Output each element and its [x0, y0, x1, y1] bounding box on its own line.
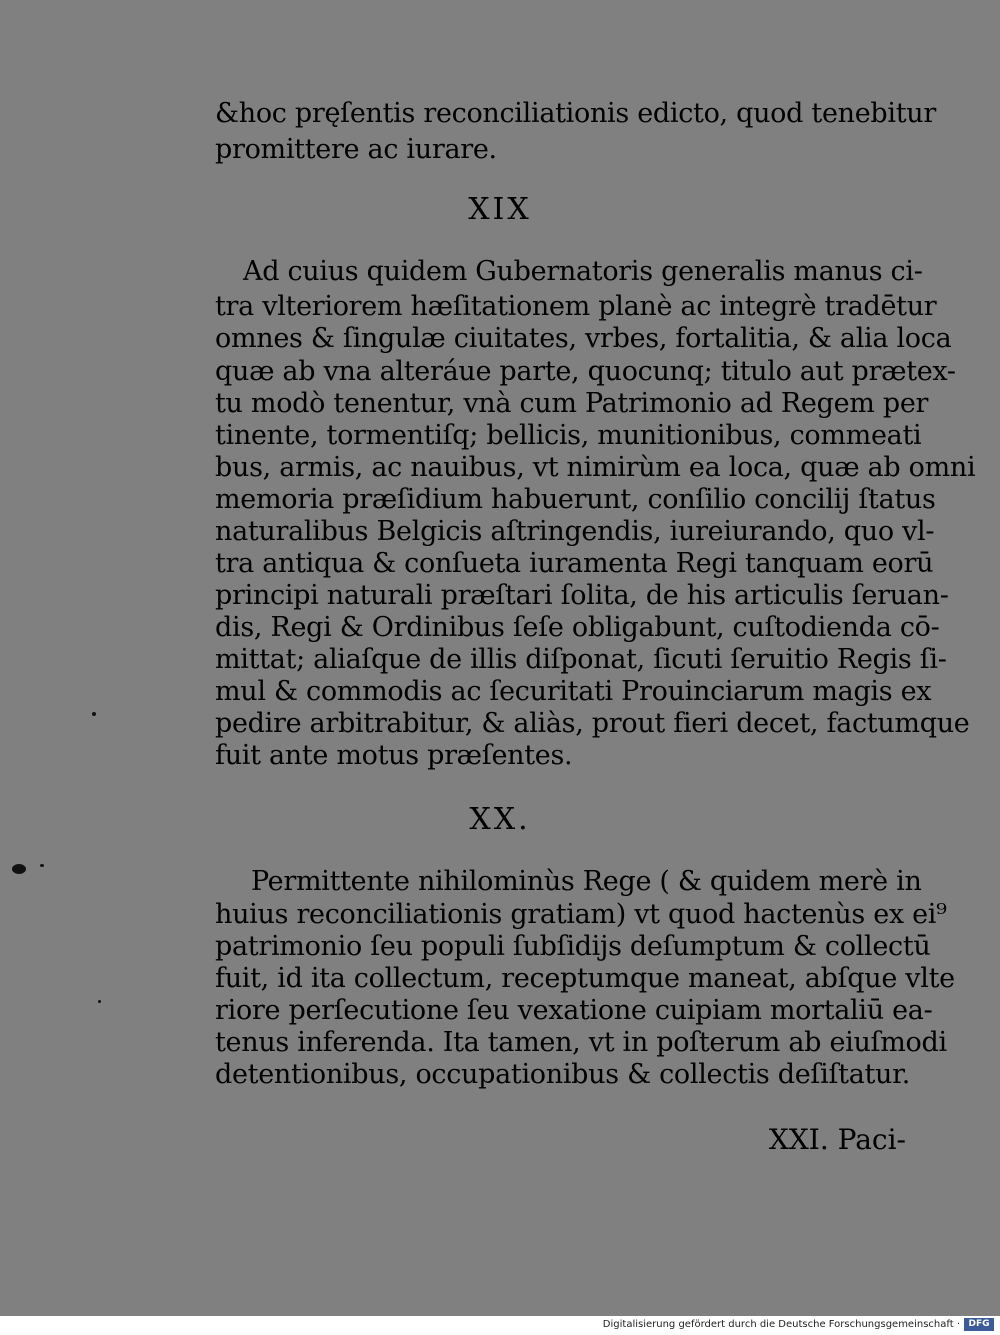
text-line: riore perſecutione ſeu vexatione cuipiam mortaliū ea- — [215, 995, 933, 1026]
text-line: fuit ante motus præſentes. — [215, 740, 573, 771]
dfg-logo-icon: DFG — [964, 1318, 994, 1331]
text-line: patrimonio ſeu populi ſubſidijs deſumptum & collectū — [215, 931, 931, 962]
text-line: bus, armis, ac nauibus, vt nimirùm ea loca, quæ ab omni — [215, 452, 976, 483]
text-line: tinente, tormentiſq; bellicis, munitionibus, commeati — [215, 420, 922, 451]
text-line: memoria præſidium habuerunt, conſilio concilij ſtatus — [215, 484, 936, 515]
text-line: tu modò tenentur, vnà cum Patrimonio ad Regem per — [215, 388, 929, 419]
ink-speck — [40, 864, 44, 867]
text-line: tra vlteriorem hæſitationem planè ac integrè tradētur — [215, 291, 937, 322]
text-line: mittat; aliaſque de illis diſponat, ſicuti ſeruitio Regis ſi- — [215, 644, 947, 675]
text-line: pedire arbitrabitur, & aliàs, prout fieri decet, factumque — [215, 708, 970, 739]
text-line: principi naturali præſtari ſolita, de his articulis ſeruan- — [215, 580, 949, 611]
catchword: XXI. Paci- — [768, 1123, 906, 1156]
text-line: mul & commodis ac ſecuritati Prouinciarum magis ex — [215, 676, 932, 707]
ink-speck — [92, 712, 96, 716]
text-line: Ad cuius quidem Gubernatoris generalis manus ci- — [243, 256, 923, 287]
text-line: naturalibus Belgicis aſtringendis, iureiurando, quo vl- — [215, 516, 935, 547]
section-heading-xx: XX. — [469, 802, 531, 837]
text-line: dis, Regi & Ordinibus ſeſe obligabunt, cuſtodienda cō- — [215, 612, 940, 643]
text-line: promittere ac iurare. — [215, 134, 497, 165]
text-line: &hoc pręſentis reconciliationis edicto, quod tenebitur — [215, 98, 936, 129]
text-line: detentionibus, occupationibus & collectis deſiſtatur. — [215, 1059, 911, 1090]
ink-speck — [12, 864, 26, 874]
text-line: fuit, id ita collectum, receptumque maneat, abſque vlte — [215, 963, 955, 994]
digitization-footer — [0, 1316, 1000, 1335]
text-line: omnes & ſingulæ ciuitates, vrbes, fortalitia, & alia loca — [215, 323, 952, 354]
text-line: huius reconciliationis gratiam) vt quod hactenùs ex ei⁹ — [215, 899, 947, 930]
ink-speck — [98, 1000, 101, 1003]
section-heading-xix: XIX — [468, 192, 532, 227]
footer-credit: Digitalisierung gefördert durch die Deutsche Forschungsgemeinschaft · — [602, 1319, 960, 1330]
text-line: Permittente nihilominùs Rege ( & quidem merè in — [251, 866, 922, 897]
text-line: tenus inferenda. Ita tamen, vt in poſterum ab eiuſmodi — [215, 1027, 947, 1058]
text-line: quæ ab vna alteráue parte, quocunq; titulo aut prætex- — [215, 356, 956, 387]
text-line: tra antiqua & conſueta iuramenta Regi tanquam eorū — [215, 548, 934, 579]
